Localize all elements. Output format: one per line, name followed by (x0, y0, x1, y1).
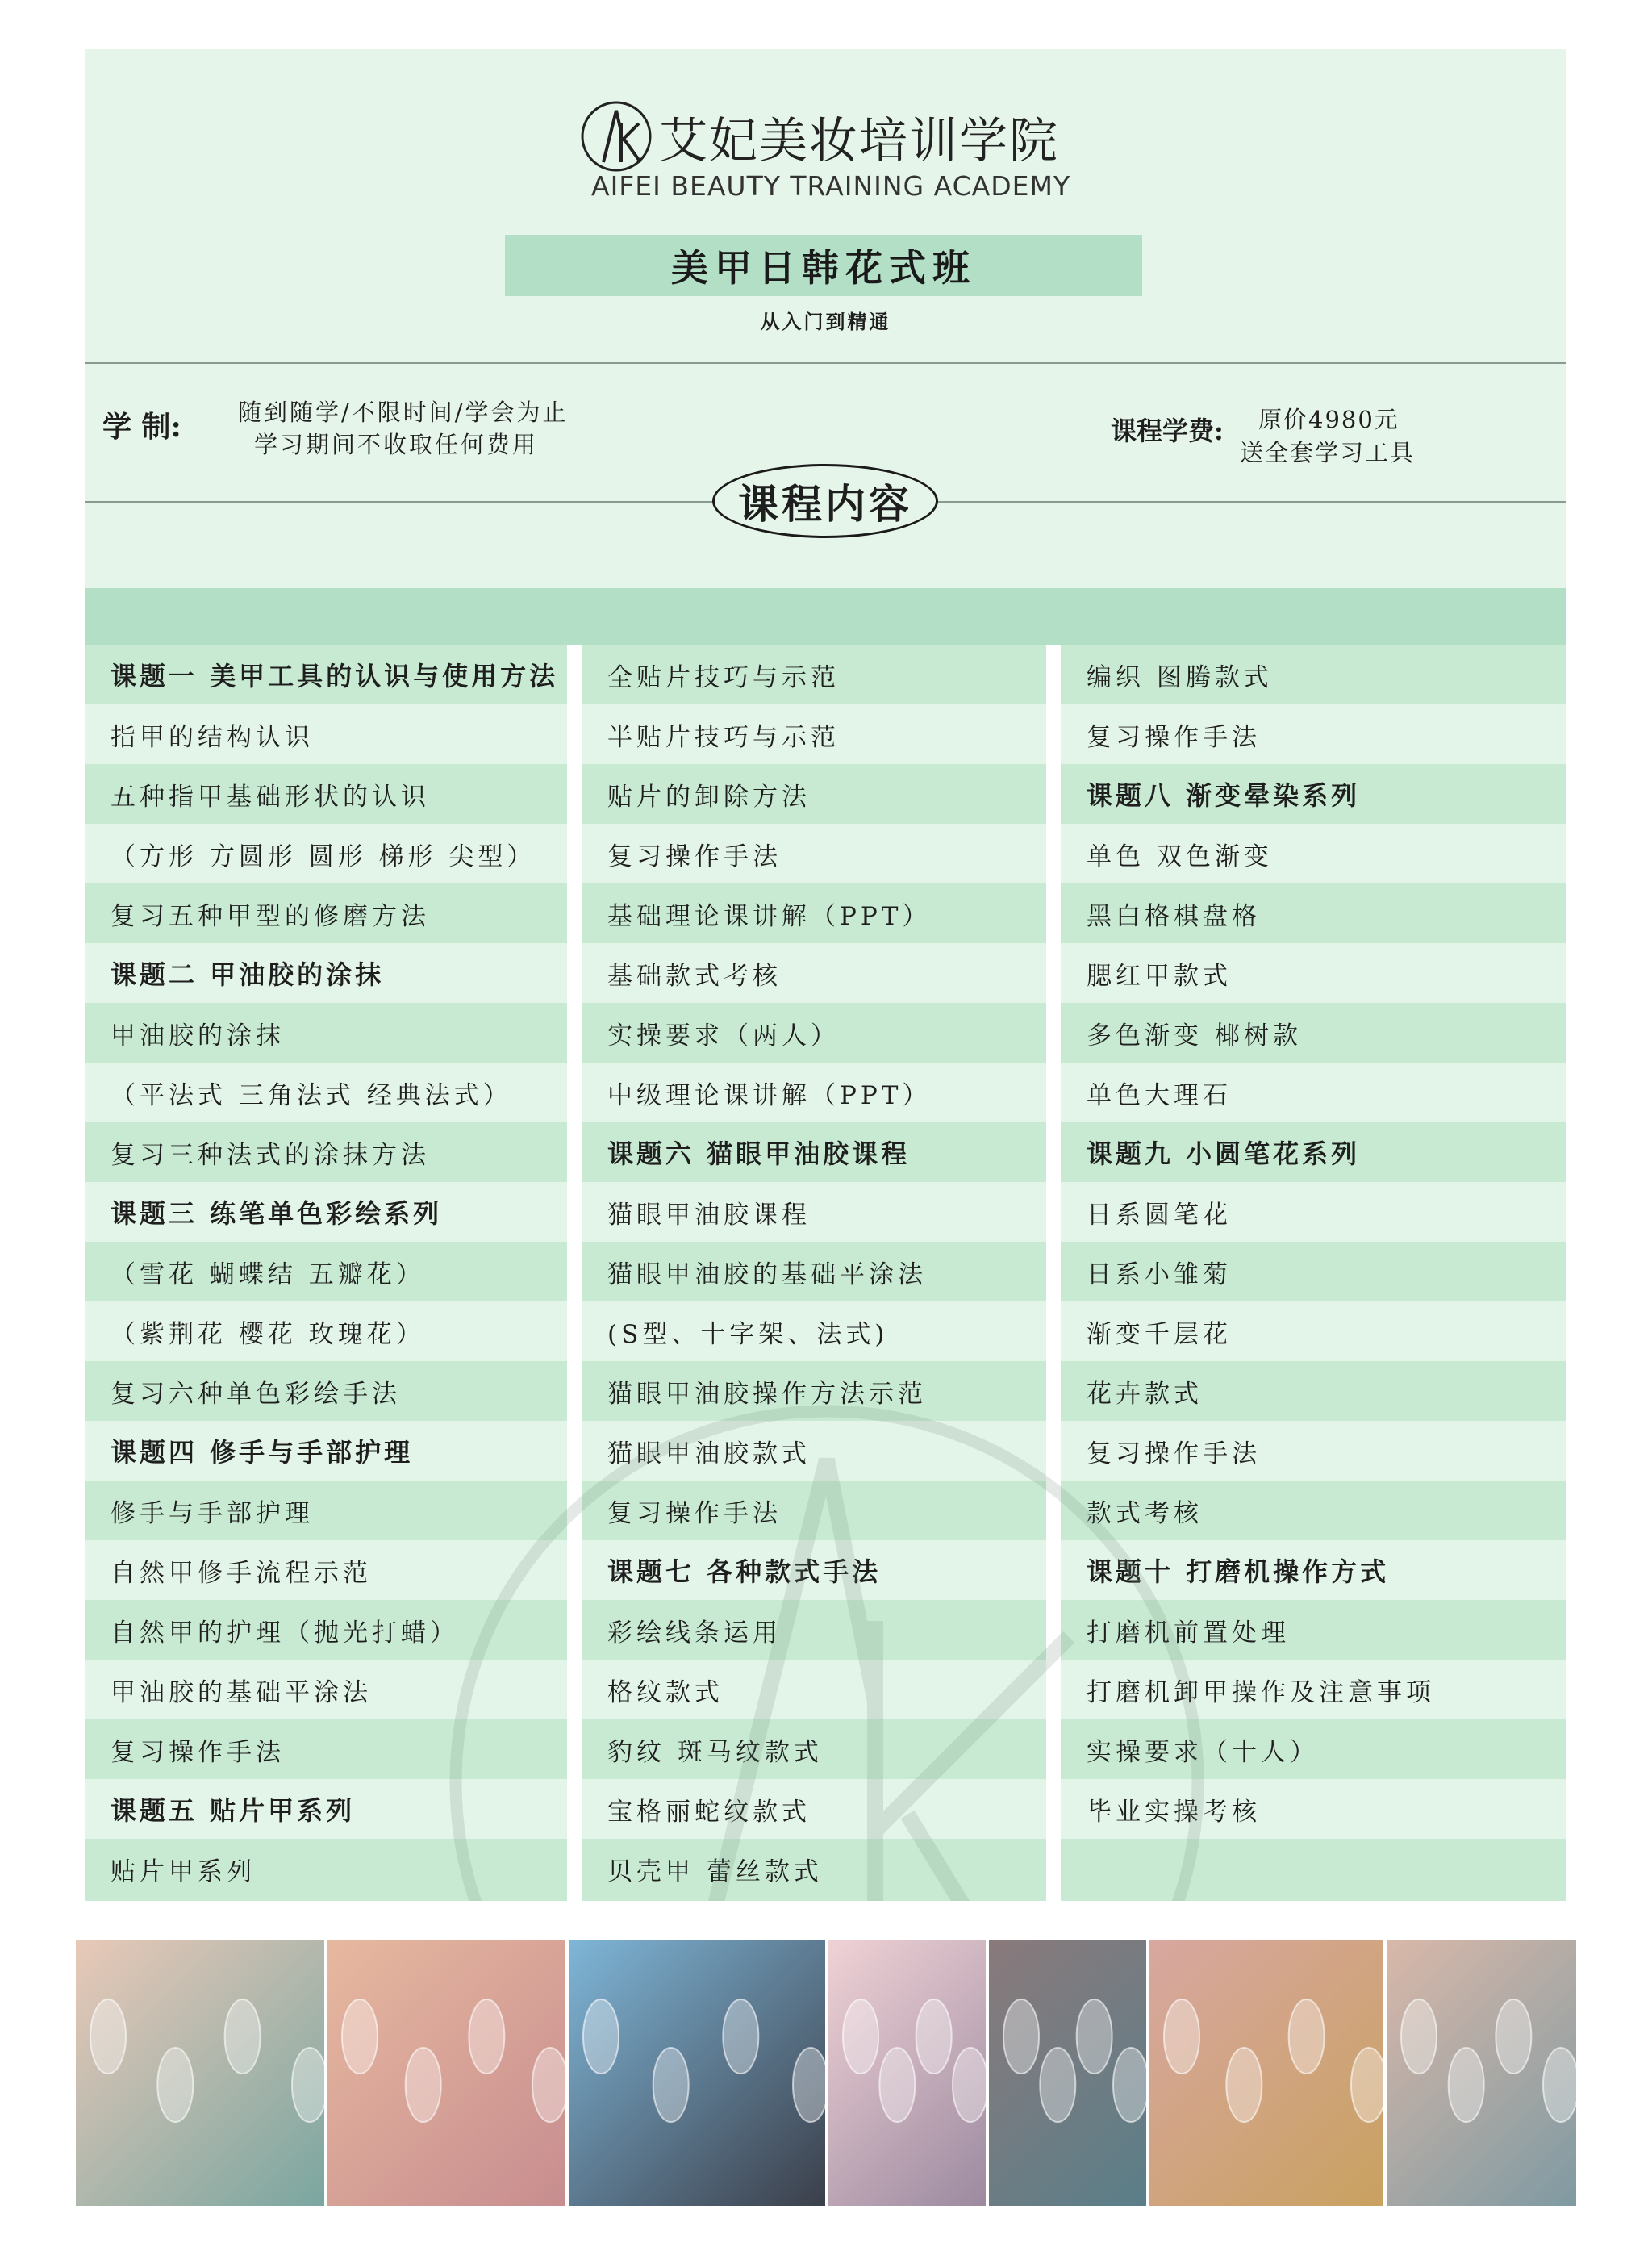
curriculum-table (85, 588, 1566, 1901)
course-item: 自然甲修手流程示范 (85, 1540, 567, 1600)
tuition-gift: 送全套学习工具 (1240, 439, 1416, 466)
course-item: 复习操作手法 (1061, 1421, 1566, 1481)
course-item: 修手与手部护理 (111, 1498, 314, 1528)
course-item: 复习三种法式的涂抹方法 (111, 1140, 430, 1170)
course-item: 猫眼甲油胶的基础平涂法 (607, 1259, 927, 1289)
tuition-label: 课程学费: (1111, 416, 1224, 446)
course-item (1061, 1839, 1566, 1898)
photo-gold-pearl-nails (1149, 1940, 1383, 2206)
course-item: 复习操作手法 (1061, 704, 1566, 764)
course-item: 实操要求（两人） (607, 1021, 840, 1050)
course-item: 贝壳甲 蕾丝款式 (607, 1857, 823, 1886)
course-topic-heading: 课题十 打磨机操作方式 (1061, 1540, 1566, 1600)
column-separator (567, 645, 582, 1901)
course-item: 复习六种单色彩绘手法 (111, 1379, 401, 1409)
course-title-box (505, 235, 1142, 296)
course-topic-heading: 课题一 美甲工具的认识与使用方法 (111, 661, 559, 691)
course-item: 日系圆笔花 (1061, 1182, 1566, 1242)
curriculum-column-2 (582, 645, 1046, 1901)
course-topic-heading: 课题九 小圆笔花系列 (1087, 1138, 1361, 1169)
academy-name-en: AIFEI BEAUTY TRAINING ACADEMY (591, 170, 1071, 202)
course-subtitle: 从入门到精通 (760, 310, 891, 333)
course-item: 复习操作手法 (111, 1737, 285, 1767)
course-item: 猫眼甲油胶课程 (582, 1182, 1046, 1242)
course-item: （雪花 蝴蝶结 五瓣花） (111, 1259, 425, 1289)
course-item: 打磨机前置处理 (1087, 1618, 1290, 1648)
tuition-price: 原价4980元 (1258, 406, 1400, 433)
course-item: 中级理论课讲解（PPT） (582, 1063, 1046, 1122)
course-item: （平法式 三角法式 经典法式） (85, 1063, 567, 1122)
course-item: 黑白格棋盘格 (1087, 901, 1261, 931)
course-item: 腮红甲款式 (1061, 943, 1566, 1003)
course-item: （方形 方圆形 圆形 梯形 尖型） (85, 824, 567, 883)
photo-french-tips (76, 1940, 324, 2206)
course-item: 基础理论课讲解（PPT） (607, 901, 932, 931)
course-topic-heading: 课题八 渐变晕染系列 (1087, 780, 1361, 811)
course-item: 复习五种甲型的修磨方法 (111, 901, 430, 931)
photo-glitter-art-nails (1387, 1940, 1576, 2206)
course-item: 格纹款式 (582, 1660, 1046, 1719)
course-item: 五种指甲基础形状的认识 (111, 782, 430, 812)
column-separator (1046, 645, 1061, 1901)
course-item: (S型、十字架、法式) (582, 1301, 1046, 1361)
nail-photo-strip (76, 1940, 1576, 2206)
course-item: 贴片甲系列 (111, 1857, 256, 1886)
course-item: 宝格丽蛇纹款式 (582, 1779, 1046, 1839)
course-item: 豹纹 斑马纹款式 (607, 1737, 823, 1767)
curriculum-column-1 (85, 645, 567, 1901)
section-title-oval (712, 464, 938, 538)
poster-background (85, 49, 1566, 1901)
divider-top (85, 362, 1566, 364)
photo-pink-gradient-nails (828, 1940, 986, 2206)
course-item: 日系小雏菊 (1087, 1259, 1232, 1289)
study-system-label: 学 制: (102, 410, 181, 444)
academy-name-cn: 艾妃美妆培训学院 (659, 113, 1059, 169)
course-item: 实操要求（十人） (1087, 1737, 1319, 1767)
study-system-line-2: 学习期间不收取任何费用 (254, 431, 539, 458)
course-item: 编织 图腾款式 (1087, 662, 1273, 692)
table-header-bar (85, 588, 1566, 645)
course-topic-heading: 课题二 甲油胶的涂抹 (85, 943, 567, 1003)
course-item: 渐变千层花 (1061, 1301, 1566, 1361)
course-item: 单色 双色渐变 (1061, 824, 1566, 883)
course-topic-heading: 课题六 猫眼甲油胶课程 (607, 1138, 911, 1169)
course-item: 自然甲的护理（抛光打蜡） (111, 1618, 459, 1648)
course-item: 毕业实操考核 (1061, 1779, 1566, 1839)
photo-woven-nails (989, 1940, 1146, 2206)
section-title: 课程内容 (738, 480, 912, 528)
photo-palm-tree-nails (569, 1940, 825, 2206)
course-item: 甲油胶的基础平涂法 (85, 1660, 567, 1719)
photo-flower-nails (327, 1940, 565, 2206)
course-item: 指甲的结构认识 (85, 704, 567, 764)
course-topic-heading: 课题五 贴片甲系列 (85, 1779, 567, 1839)
course-item: 猫眼甲油胶操作方法示范 (607, 1379, 927, 1409)
course-item: 彩绘线条运用 (607, 1618, 782, 1648)
course-item: 全贴片技巧与示范 (607, 662, 840, 692)
curriculum-column-3 (1061, 645, 1566, 1901)
course-topic-heading: 课题七 各种款式手法 (582, 1540, 1046, 1600)
course-item: 多色渐变 椰树款 (1087, 1021, 1302, 1050)
course-item: 打磨机卸甲操作及注意事项 (1061, 1660, 1566, 1719)
course-item: 半贴片技巧与示范 (582, 704, 1046, 764)
course-item: 复习操作手法 (607, 1498, 782, 1528)
course-title: 美甲日韩花式班 (671, 246, 976, 290)
course-item: （紫荆花 樱花 玫瑰花） (85, 1301, 567, 1361)
study-system-line-1: 随到随学/不限时间/学会为止 (238, 399, 569, 426)
course-item: 花卉款式 (1087, 1379, 1203, 1409)
course-topic-heading: 课题四 修手与手部护理 (85, 1421, 567, 1481)
course-item: 贴片的卸除方法 (607, 782, 811, 812)
course-item: 款式考核 (1087, 1498, 1203, 1528)
course-item: 甲油胶的涂抹 (111, 1021, 285, 1050)
course-item: 复习操作手法 (582, 824, 1046, 883)
academy-logo-icon (579, 99, 653, 173)
course-topic-heading: 课题三 练笔单色彩绘系列 (85, 1182, 567, 1242)
course-item: 基础款式考核 (582, 943, 1046, 1003)
course-item: 单色大理石 (1061, 1063, 1566, 1122)
course-item: 猫眼甲油胶款式 (582, 1421, 1046, 1481)
